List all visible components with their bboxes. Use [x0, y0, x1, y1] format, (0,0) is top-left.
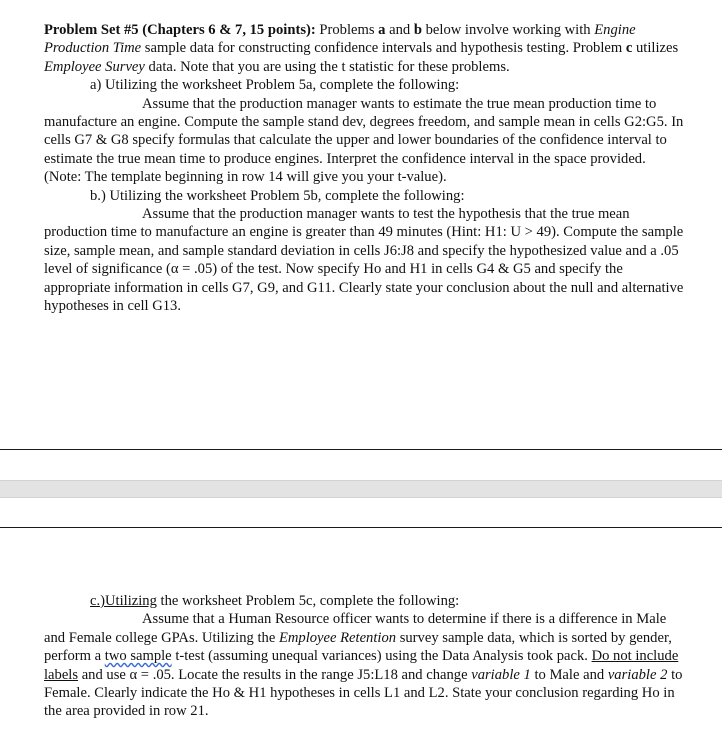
page-gap-band — [0, 480, 722, 498]
survey-dataset-name: Employee Survey — [44, 58, 145, 75]
part-a-body: Assume that the production manager wants to estimate the true mean production time to manufacture an engine. Compute the sample stand dev, degrees freedom, and sample mean in cells G2:G5. In cells G7 & G8 specify formulas that calculate the upper and lower boundaries of the confidence interval to estimate the true mean time to produce engines. Interpret the confidence interval in the space provided. (Note: The template beginning in row 14 will give you your t-value). — [44, 95, 684, 186]
part-c-body: Assume that a Human Resource officer wants to determine if there is a difference in Male and Female college GPAs. Utilizing the Employee Retention survey sample data, which is sorted by gender, perform a two sample t-test (assuming unequal variances) using the Data Analysis took pack. Do not include labels and use α = .05. Locate the results in the range J5:L18 and change variable 1 to Male and variable 2 to Female. Clearly indicate the Ho & H1 hypotheses in cells L1 and L2. State your conclusion regarding Ho in the area provided in row 21. — [44, 611, 683, 720]
part-b-body: Assume that the production manager wants to test the hypothesis that the true mean production time to manufacture an engine is greater than 49 minutes (Hint: H1: U > 49). Compute the sample size, sample mean, and sample standard deviation in cells J6:J8 and specify the hypothesized value and a .05 level of significance (α = .05) of the test. Now specify Ho and H1 in cells G4 & G5 and specify the appropriate information in cells G7, G9, and G11. Clearly state your conclusion about the null and alternative hypotheses in cell G13. — [44, 206, 684, 315]
problem-set-section — [44, 21, 684, 316]
part-a-heading: a) Utilizing the worksheet Problem 5a, complete the following: — [90, 77, 460, 94]
retention-dataset-name: Employee Retention — [278, 629, 397, 646]
two-sample-spellcheck: two sample — [104, 648, 172, 665]
variable-1-label: variable 1 — [471, 666, 531, 683]
part-c-heading-underlined: c.)Utilizing — [90, 593, 157, 609]
engine-dataset-name: Engine Production Time — [44, 22, 636, 57]
part-b-heading: b.) Utilizing the worksheet Problem 5b, complete the following: — [90, 187, 465, 204]
problem-set-heading: Problem Set #5 (Chapters 6 & 7, 15 points): — [44, 22, 316, 38]
part-c-heading: c.)Utilizing the worksheet Problem 5c, complete the following: — [90, 593, 460, 609]
problem-set-intro: Problem Set #5 (Chapters 6 & 7, 15 points): Problems a and b below involve working with Engine Production Time sample data for constructing confidence intervals and hypothesis testing. Problem c utilizes Employee Survey data. Note that you are using the t statistic for these problems. — [44, 22, 679, 75]
page-divider-bottom — [0, 527, 722, 528]
page-divider-top — [0, 449, 722, 450]
variable-2-label: variable 2 — [607, 666, 668, 683]
no-labels-emphasis: Do not include labels — [44, 648, 679, 683]
part-c-section — [44, 592, 684, 721]
